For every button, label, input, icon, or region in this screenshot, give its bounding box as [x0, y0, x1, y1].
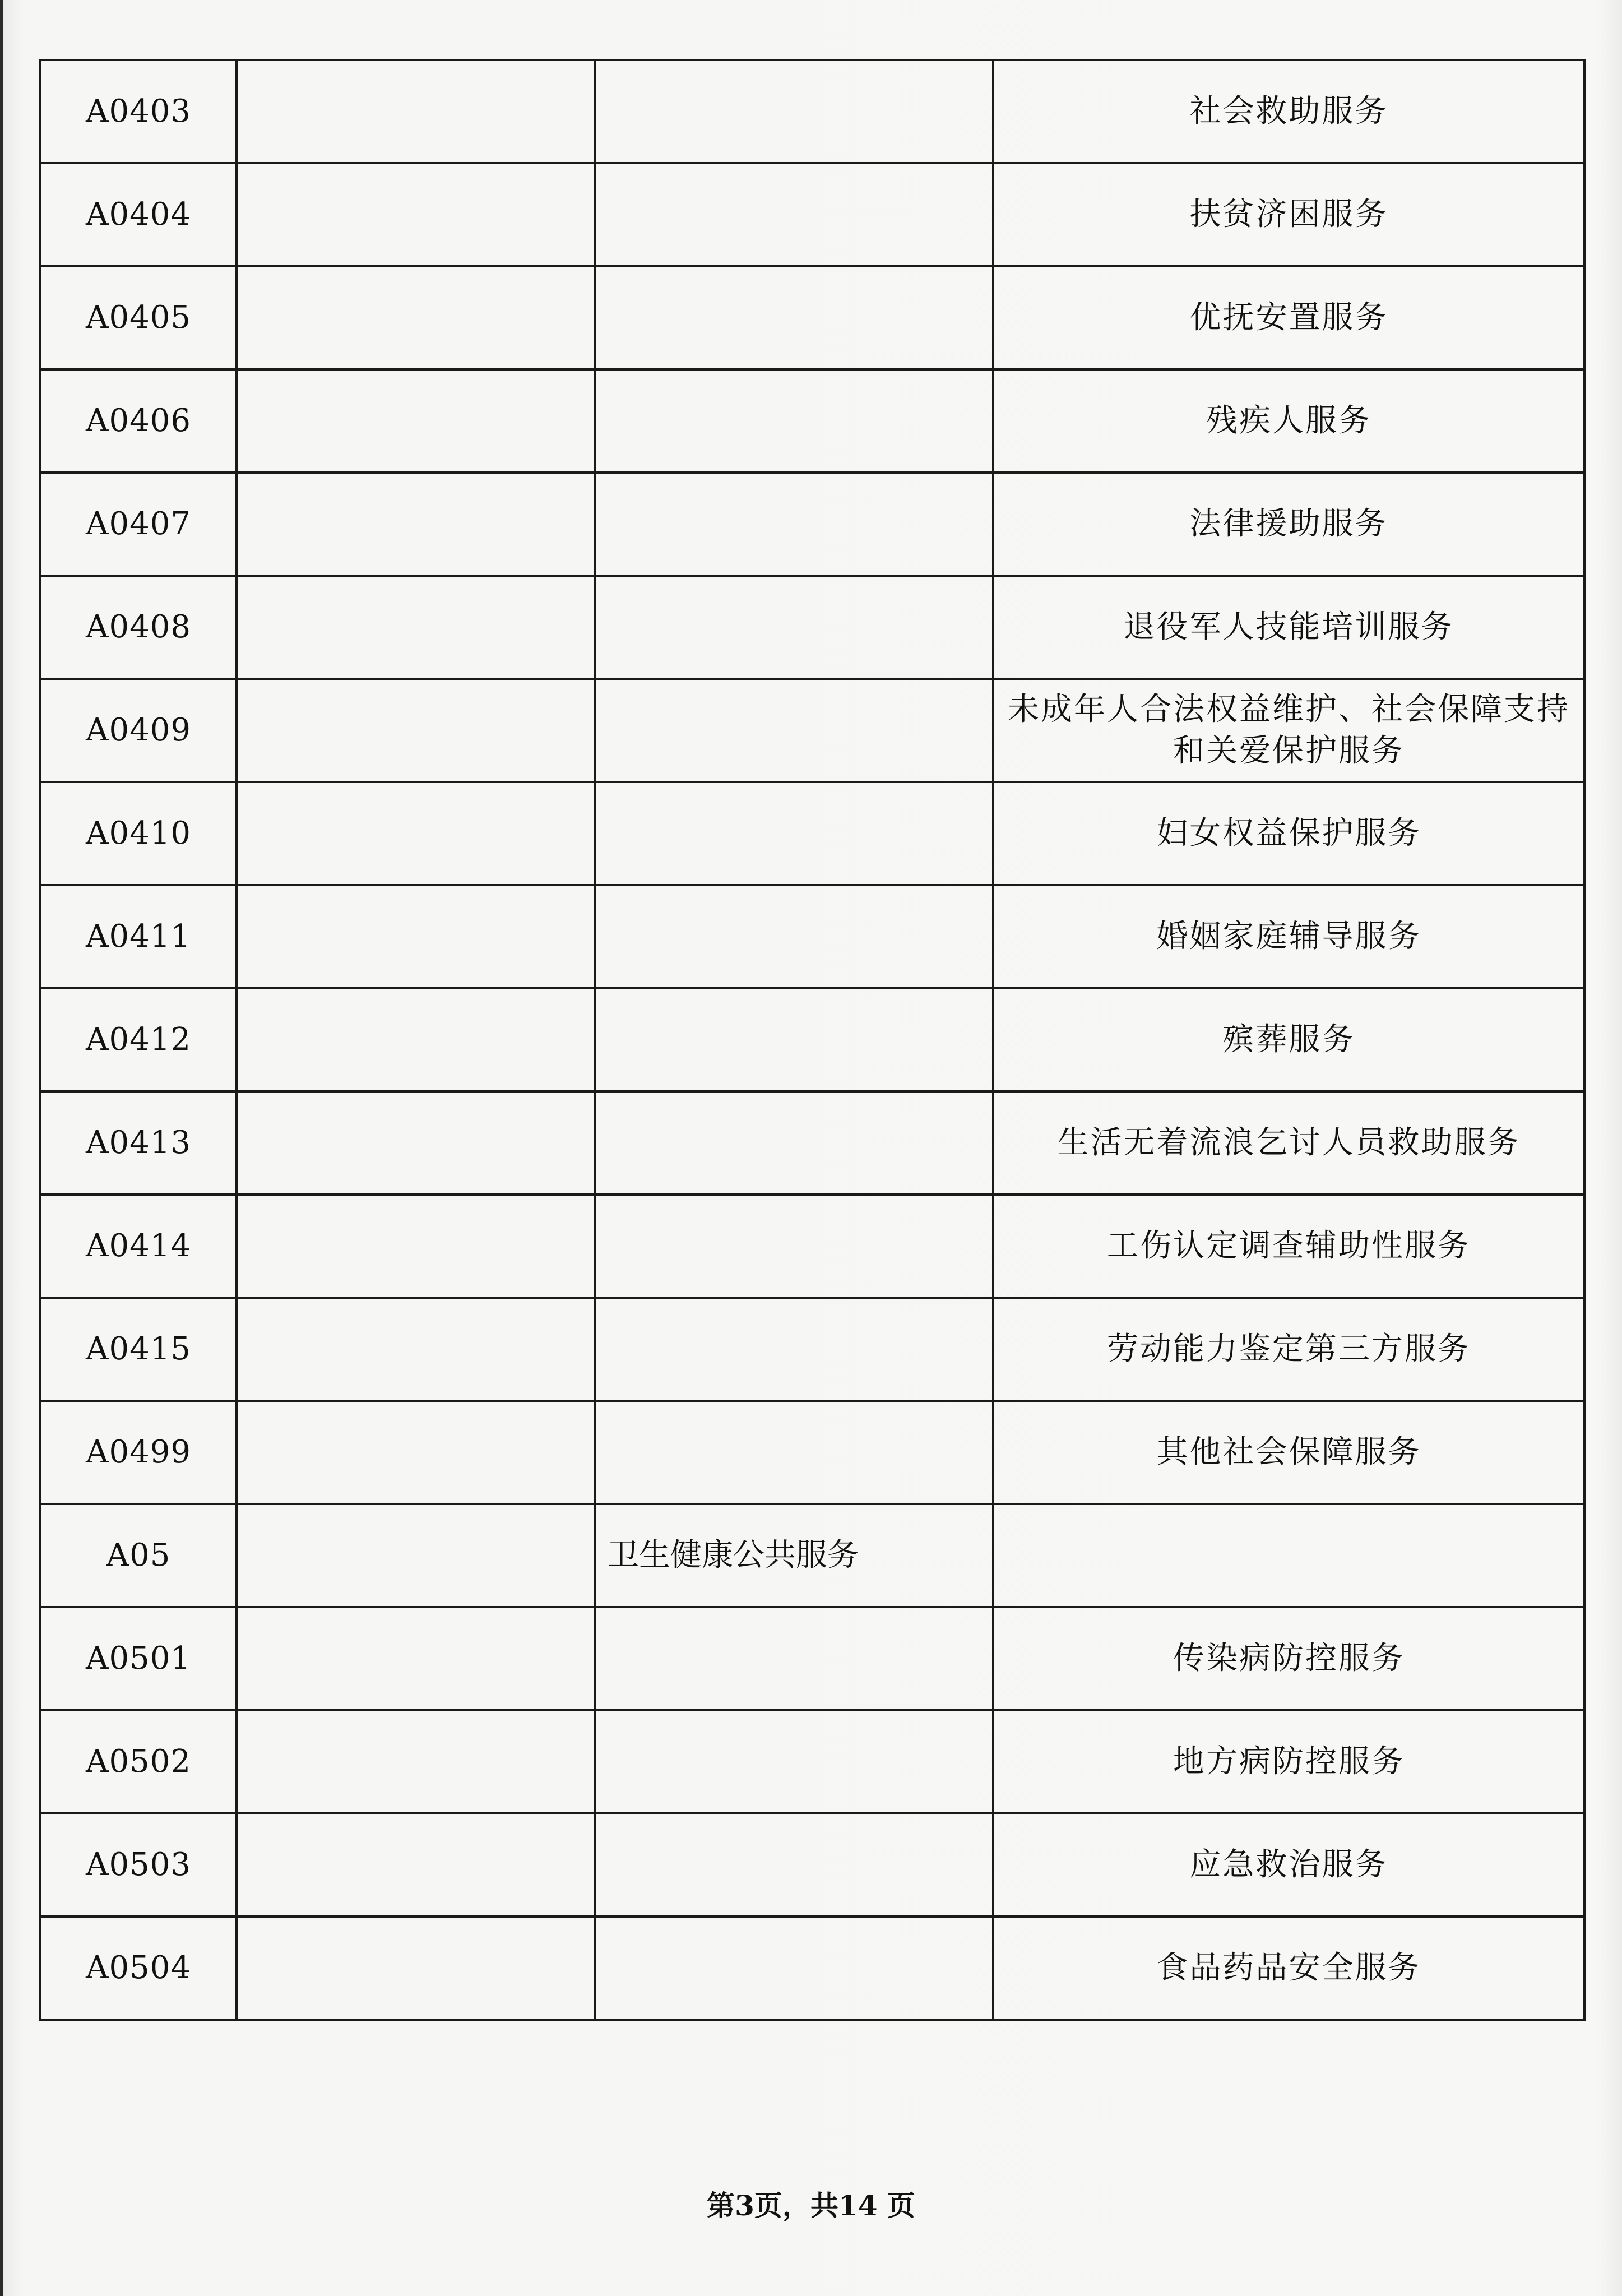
row-level2-name — [595, 885, 993, 988]
row-code: A0501 — [40, 1607, 237, 1710]
row-code: A0407 — [40, 473, 237, 576]
row-level3-name: 传染病防控服务 — [993, 1607, 1584, 1710]
row-level1-cell — [237, 1607, 595, 1710]
row-level2-name — [595, 1091, 993, 1195]
row-code: A0404 — [40, 163, 237, 266]
table-row — [40, 988, 1584, 1091]
table-row — [40, 885, 1584, 988]
row-code: A0412 — [40, 988, 237, 1091]
row-level1-cell — [237, 988, 595, 1091]
row-level2-name — [595, 473, 993, 576]
row-code: A0405 — [40, 266, 237, 369]
table-row — [40, 1091, 1584, 1195]
table-row — [40, 1195, 1584, 1298]
table-row — [40, 1607, 1584, 1710]
row-level2-name — [595, 1401, 993, 1504]
table-row — [40, 163, 1584, 266]
row-level1-cell — [237, 60, 595, 163]
row-level2-name — [595, 1298, 993, 1401]
table-row — [40, 576, 1584, 679]
row-code: A0403 — [40, 60, 237, 163]
row-level1-cell — [237, 885, 595, 988]
row-code: A0504 — [40, 1917, 237, 2020]
row-level2-name — [595, 266, 993, 369]
row-code: A0414 — [40, 1195, 237, 1298]
row-level1-cell — [237, 1710, 595, 1813]
row-level1-cell — [237, 266, 595, 369]
row-level3-name: 食品药品安全服务 — [993, 1917, 1584, 2020]
row-level1-cell — [237, 1195, 595, 1298]
table-row — [40, 60, 1584, 163]
row-level3-name — [993, 1504, 1584, 1607]
catalog-table-body — [40, 60, 1584, 2020]
row-level3-name: 其他社会保障服务 — [993, 1401, 1584, 1504]
row-level3-name: 未成年人合法权益维护、社会保障支持和关爱保护服务 — [993, 679, 1584, 782]
row-level1-cell — [237, 782, 595, 885]
row-code: A0503 — [40, 1813, 237, 1917]
row-level2-name — [595, 988, 993, 1091]
row-level1-cell — [237, 679, 595, 782]
row-level3-name: 优抚安置服务 — [993, 266, 1584, 369]
row-level3-name: 法律援助服务 — [993, 473, 1584, 576]
table-row — [40, 266, 1584, 369]
table-row — [40, 1710, 1584, 1813]
row-level1-cell — [237, 473, 595, 576]
service-catalog-table — [39, 59, 1586, 2021]
row-level1-cell — [237, 1091, 595, 1195]
row-level3-name: 残疾人服务 — [993, 369, 1584, 473]
page-number: 第3页，共14 页 — [707, 2189, 915, 2222]
row-level2-name — [595, 1607, 993, 1710]
row-level2-name — [595, 1917, 993, 2020]
row-level3-name: 殡葬服务 — [993, 988, 1584, 1091]
row-level2-name — [595, 369, 993, 473]
row-level3-name: 应急救治服务 — [993, 1813, 1584, 1917]
row-level1-cell — [237, 576, 595, 679]
row-level3-name: 生活无着流浪乞讨人员救助服务 — [993, 1091, 1584, 1195]
row-level1-cell — [237, 1504, 595, 1607]
row-level2-name — [595, 1813, 993, 1917]
row-level3-name: 工伤认定调查辅助性服务 — [993, 1195, 1584, 1298]
table-row — [40, 679, 1584, 782]
row-level2-name — [595, 163, 993, 266]
row-level3-name: 婚姻家庭辅导服务 — [993, 885, 1584, 988]
row-level3-name: 妇女权益保护服务 — [993, 782, 1584, 885]
row-code: A0499 — [40, 1401, 237, 1504]
row-code: A0415 — [40, 1298, 237, 1401]
row-level3-name: 地方病防控服务 — [993, 1710, 1584, 1813]
row-level2-name — [595, 1195, 993, 1298]
row-level3-name: 扶贫济困服务 — [993, 163, 1584, 266]
row-level1-cell — [237, 163, 595, 266]
row-level3-name: 劳动能力鉴定第三方服务 — [993, 1298, 1584, 1401]
table-row — [40, 782, 1584, 885]
table-row — [40, 473, 1584, 576]
row-code: A0413 — [40, 1091, 237, 1195]
row-level3-name: 退役军人技能培训服务 — [993, 576, 1584, 679]
row-level2-name — [595, 782, 993, 885]
row-code: A0408 — [40, 576, 237, 679]
table-row — [40, 1917, 1584, 2020]
row-code: A05 — [40, 1504, 237, 1607]
row-code: A0502 — [40, 1710, 237, 1813]
row-level1-cell — [237, 1813, 595, 1917]
row-level1-cell — [237, 1298, 595, 1401]
row-code: A0411 — [40, 885, 237, 988]
row-level1-cell — [237, 1401, 595, 1504]
table-row — [40, 1298, 1584, 1401]
row-level2-name — [595, 60, 993, 163]
row-code: A0406 — [40, 369, 237, 473]
table-row — [40, 1504, 1584, 1607]
table-row — [40, 1401, 1584, 1504]
table-row — [40, 369, 1584, 473]
row-level1-cell — [237, 369, 595, 473]
row-level1-cell — [237, 1917, 595, 2020]
scan-edge — [0, 0, 3, 2296]
row-level2-name: 卫生健康公共服务 — [595, 1504, 993, 1607]
row-level2-name — [595, 1710, 993, 1813]
row-level2-name — [595, 679, 993, 782]
row-level3-name: 社会救助服务 — [993, 60, 1584, 163]
table-row — [40, 1813, 1584, 1917]
row-code: A0410 — [40, 782, 237, 885]
row-level2-name — [595, 576, 993, 679]
row-code: A0409 — [40, 679, 237, 782]
